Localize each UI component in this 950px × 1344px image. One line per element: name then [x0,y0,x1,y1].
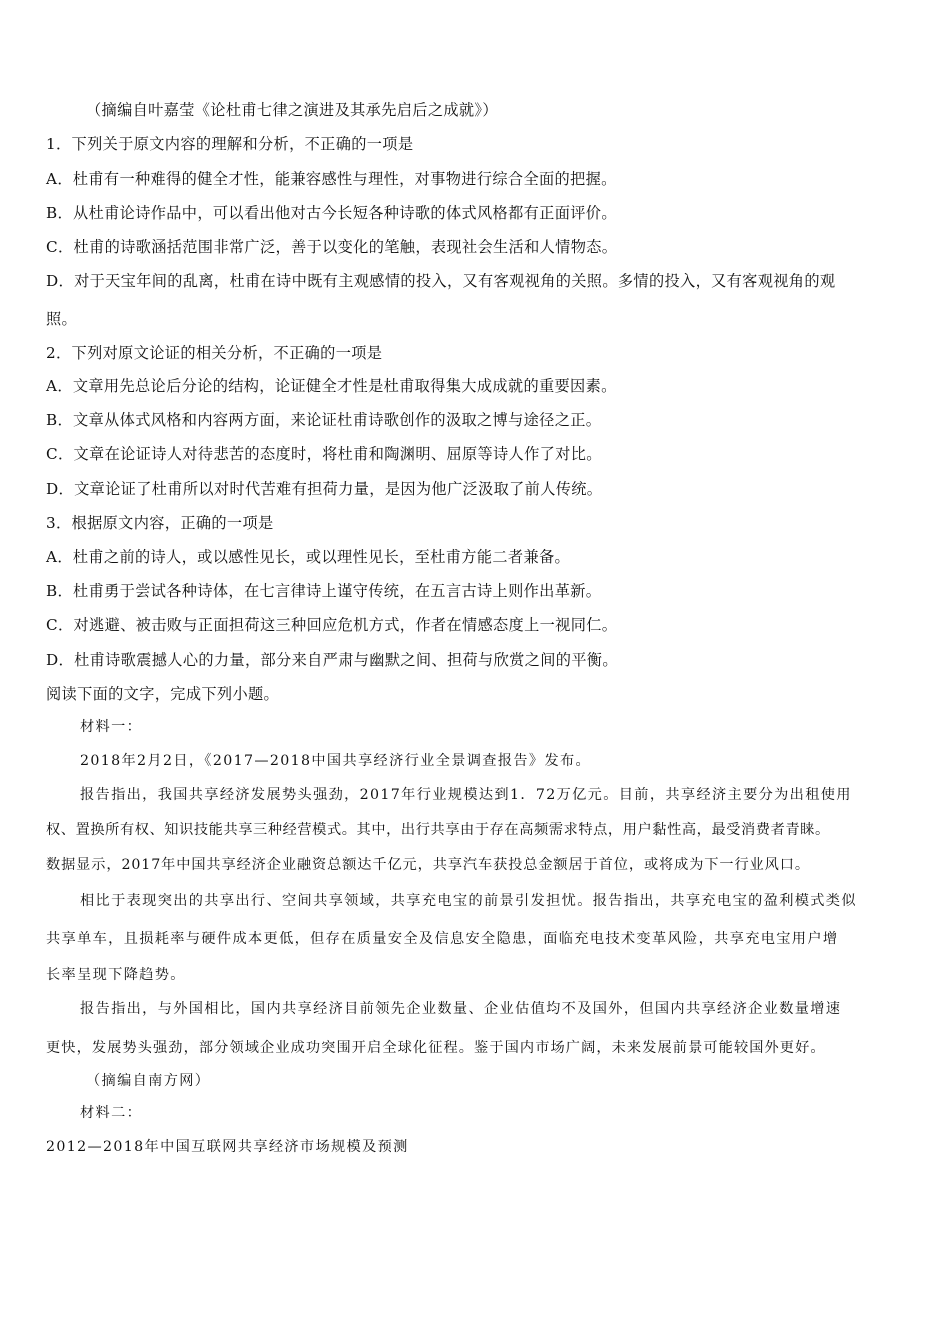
question-3-option-a: A．杜甫之前的诗人，或以感性见长，或以理性见长，至杜甫方能二者兼备。 [46,548,571,566]
question-3-option-b: B．杜甫勇于尝试各种诗体，在七言律诗上谨守传统，在五言古诗上则作出革新。 [46,582,602,600]
question-1-option-a: A．杜甫有一种难得的健全才性，能兼容感性与理性，对事物进行综合全面的把握。 [46,170,617,188]
question-2-option-d: D．文章论证了杜甫所以对时代苦难有担荷力量，是因为他广泛汲取了前人传统。 [46,480,603,498]
chart-caption: 2012—2018年中国互联网共享经济市场规模及预测 [46,1139,409,1155]
question-1-option-b: B．从杜甫论诗作品中，可以看出他对古今长短各种诗歌的体式风格都有正面评价。 [46,204,617,222]
source-note: （摘编自叶嘉莹《论杜甫七律之演进及其承先启后之成就》） [86,101,498,119]
question-2-option-c: C．文章在论证诗人对待悲苦的态度时，将杜甫和陶渊明、屈原等诗人作了对比。 [46,445,602,463]
question-1-option-d: D．对于天宝年间的乱离，杜甫在诗中既有主观感情的投入，又有客观视角的关照。多情的投入，又有客观视角的观 [46,272,836,290]
question-1-stem: 1．下列关于原文内容的理解和分析，不正确的一项是 [46,135,414,153]
material-1-paragraph-line: 数据显示，2017年中国共享经济企业融资总额达千亿元，共享汽车获投总金额居于首位，或将成为下一行业风口。 [46,857,810,873]
material-1-paragraph: 2018年2月2日，《2017—2018中国共享经济行业全景调查报告》发布。 [80,753,592,769]
question-3-option-c: C．对逃避、被击败与正面担荷这三种回应危机方式，作者在情感态度上一视同仁。 [46,616,618,634]
material-1-paragraph: 报告指出，与外国相比，国内共享经济目前领先企业数量、企业估值均不及国外，但国内共享经济企业数量增速 [80,1001,842,1017]
question-3-option-d: D．杜甫诗歌震撼人心的力量，部分来自严肃与幽默之间、担荷与欣赏之间的平衡。 [46,651,618,669]
material-1-paragraph: 报告指出，我国共享经济发展势头强劲，2017年行业规模达到1．72万亿元。目前，共享经济主要分为出租使用 [80,787,852,803]
reading-instruction: 阅读下面的文字，完成下列小题。 [46,685,280,703]
material-1-title: 材料一： [80,719,143,735]
question-2-option-a: A．文章用先总论后分论的结构，论证健全才性是杜甫取得集大成成就的重要因素。 [46,377,617,395]
material-1-paragraph: 相比于表现突出的共享出行、空间共享领域，共享充电宝的前景引发担忧。报告指出，共享充电宝的盈利模式类似 [80,893,857,909]
question-1-option-c: C．杜甫的诗歌涵括范围非常广泛，善于以变化的笔触，表现社会生活和人情物态。 [46,238,618,256]
material-1-paragraph-line: 更快，发展势头强劲，部分领域企业成功突围开启全球化征程。鉴于国内市场广阔，未来发展前景可能较国外更好。 [46,1040,826,1056]
material-1-paragraph-line: 权、置换所有权、知识技能共享三种经营模式。其中，出行共享由于存在高频需求特点，用户黏性高，最受消费者青睐。 [46,822,830,838]
material-1-paragraph-line: 长率呈现下降趋势。 [46,967,186,983]
source-note: （摘编自南方网） [86,1073,211,1089]
question-1-option-d-continued: 照。 [46,310,78,328]
question-2-option-b: B．文章从体式风格和内容两方面，来论证杜甫诗歌创作的汲取之博与途径之正。 [46,411,602,429]
question-3-stem: 3．根据原文内容，正确的一项是 [46,514,274,532]
material-1-paragraph-line: 共享单车，且损耗率与硬件成本更低，但存在质量安全及信息安全隐患，面临充电技术变革风险，共享充电宝用户增 [46,931,839,947]
question-2-stem: 2．下列对原文论证的相关分析，不正确的一项是 [46,344,383,362]
material-2-title: 材料二： [80,1105,143,1121]
